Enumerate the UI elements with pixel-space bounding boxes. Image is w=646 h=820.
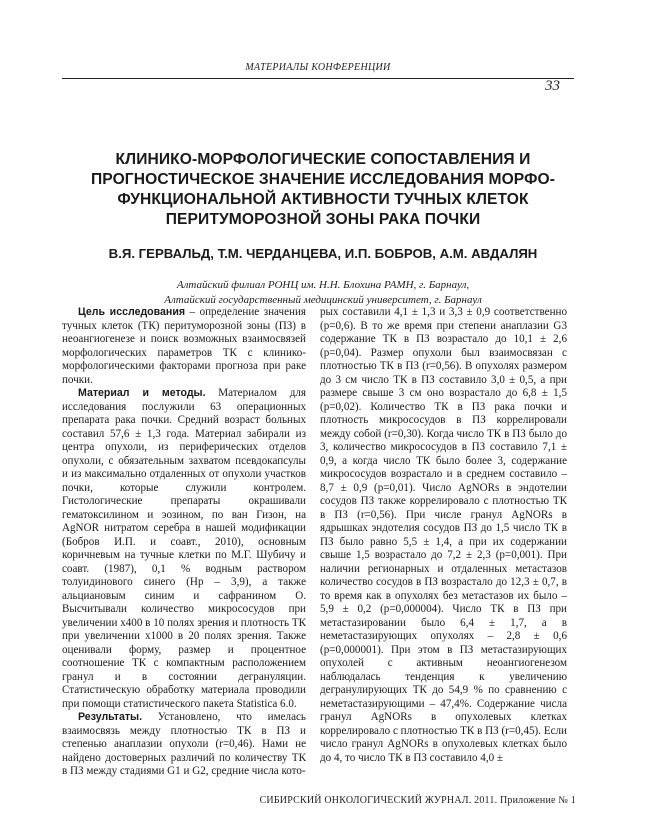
- running-head-text: МАТЕРИАЛЫ КОНФЕРЕНЦИИ: [245, 62, 391, 73]
- affiliation-line: Алтайский государственный медицинский университет, г. Барнаул: [164, 294, 482, 306]
- aim-text: – определение значения тучных клеток (ТК) перитуморозной зоны (ПЗ) в неоангиогенезе и поиск возможных взаимосвязей морфологических параметров ТК с клинико-морфологическими факторами прогноза при раке почки.: [62, 306, 306, 386]
- methods-paragraph: [62, 387, 306, 711]
- methods-text: Материалом для исследования послужили 63 операционных препарата рака почки. Средний возраст больных составил 57,6 ± 1,3 года. Материал забирали из центра опухоли, из периферических отделов опухоли, с обязательным захватом псевдокапсулы и из максимально отдаленных от опухоли участков почки, которые служили контролем. Гистологические препараты окрашивали гематоксилином и эозином, по ван Гизон, на AgNOR нитратом серебра в нашей модификации (Бобров И.П. и соавт., 2010), основным коричневым на тучные клетки по М.Г. Шубичу и соавт. (1987), 0,1 % водным раствором толуидинового синего (Нр – 3,9), а также альциановым синим и сафранином О. Высчитывали количество микрососудов при увеличении х400 в 10 полях зрения и плотность ТК при увеличении х1000 в 20 полях зрения. Также оценивали форму, размер и процентное соотношение ТК с компактным расположением гранул и в состоянии дегрануляции. Статистическую обработку материала проводили при помощи статистического пакета Statistica 6.0.: [62, 387, 306, 710]
- title-line: ПРОГНОСТИЧЕСКОЕ ЗНАЧЕНИЕ ИССЛЕДОВАНИЯ МОРФО-: [90, 171, 556, 188]
- article-title: [60, 150, 586, 230]
- aim-paragraph: [62, 306, 306, 387]
- left-column: [62, 306, 306, 779]
- running-header: [62, 62, 574, 73]
- journal-footer: СИБИРСКИЙ ОНКОЛОГИЧЕСКИЙ ЖУРНАЛ. 2011. Приложение № 1: [259, 795, 576, 806]
- affiliations: [60, 278, 586, 308]
- methods-label: Материал и методы.: [78, 387, 206, 399]
- page-number: 33: [545, 78, 560, 94]
- authors: В.Я. ГЕРВАЛЬД, Т.М. ЧЕРДАНЦЕВА, И.П. БОБРОВ, А.М. АВДАЛЯН: [108, 246, 538, 261]
- aim-label: Цель исследования: [78, 306, 186, 318]
- results-label: Результаты.: [78, 711, 143, 723]
- title-line: ФУНКЦИОНАЛЬНОЙ АКТИВНОСТИ ТУЧНЫХ КЛЕТОК: [117, 191, 529, 208]
- right-column: [320, 306, 567, 765]
- right-column-text: рых составили 4,1 ± 1,3 и 3,3 ± 0,9 соответственно (р=0,6). В то же время при степени анаплазии G3 содержание ТК в ПЗ возрастало до 10,1 ± 2,6 (р=0,04). Размер опухоли был взаимосвязан с плотностью ТК в ПЗ (r=0,56). В опухолях размером до 3 см число ТК в ПЗ составило 3,0 ± 0,5, а при размере свыше 3 см оно возрастало до 6,8 ± 1,5 (р=0,02). Количество ТК в ПЗ рака почки и плотность микрососудов в ПЗ коррелировали между собой (r=0,30). Когда число ТК в ПЗ было до 3, количество микрососудов в ПЗ составило 7,1 ± 0,9, а когда число ТК было более 3, содержание микрососудов возрастало и в среднем составило – 8,7 ± 0,9 (р=0,01). Число AgNORs в эндотелии сосудов ПЗ также коррелировало с плотностью ТК в ПЗ (r=0,56). При числе гранул AgNORs в ядрышках эндотелия сосудов ПЗ до 1,5 число ТК в ПЗ было равно 5,5 ± 1,4, а при их содержании свыше 1,5 возрастало до 7,2 ± 2,3 (р=0,001). При наличии регионарных и отдаленных метастазов количество сосудов в ПЗ возрастало до 12,3 ± 0,7, в то время как в опухолях без метастазов их было – 5,9 ± 0,2 (р=0,000004). Число ТК в ПЗ при метастазировании было 6,4 ± 1,7, а в неметастазирующих опухолях – 2,8 ± 0,6 (р=0,000001). При этом в ПЗ метастазирующих опухолей с активным неоангиогенезом наблюдалась тенденция к увеличению дегранулирующих ТК до 54,9 % по сравнению с неметастазирующими – 47,4%. Содержание числа гранул AgNORs в опухолевых клетках коррелировало с плотностью ТК в ПЗ (r=0,45). Если число гранул AgNORs в опухолевых клетках было до 4, то число ТК в ПЗ составило 4,0 ±: [320, 306, 567, 764]
- results-text: Установлено, что имелась взаимосвязь между плотностью ТК в ПЗ и степенью анаплазии опухоли (r=0,46). Нами не найдено достоверных различий по количеству ТК в ПЗ между стадиями G1 и G2, средние числа кото-: [62, 711, 306, 777]
- title-line: КЛИНИКО-МОРФОЛОГИЧЕСКИЕ СОПОСТАВЛЕНИЯ И: [115, 151, 531, 168]
- header-rule: [62, 78, 574, 79]
- title-line: ПЕРИТУМОРОЗНОЙ ЗОНЫ РАКА ПОЧКИ: [165, 211, 481, 228]
- affiliation-line: Алтайский филиал РОНЦ им. Н.Н. Блохина РАМН, г. Барнаул,: [176, 279, 470, 291]
- results-paragraph: [62, 711, 306, 779]
